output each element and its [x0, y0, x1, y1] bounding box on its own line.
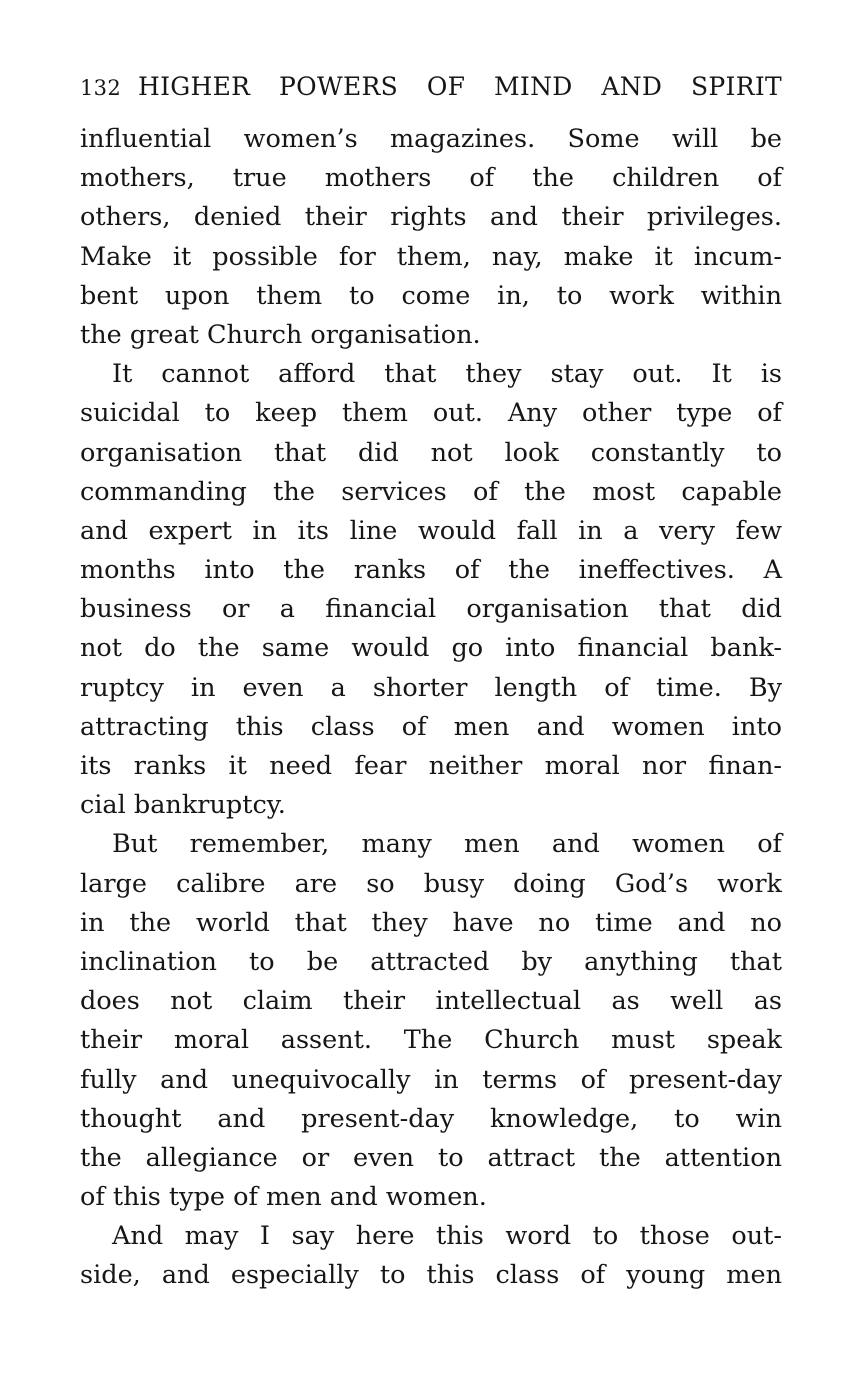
- text-line: ruptcy in even a shorter length of time. By: [80, 672, 782, 703]
- text-line: of this type of men and women.: [80, 1182, 487, 1213]
- page-number: 132: [80, 76, 121, 100]
- body-text: [80, 120, 782, 1296]
- text-line: organisation that did not look constantly to: [80, 437, 782, 468]
- text-line: commanding the services of the most capable: [80, 476, 782, 507]
- text-line: mothers, true mothers of the children of: [80, 163, 782, 194]
- text-line: months into the ranks of the ineffectives. A: [80, 555, 782, 586]
- paragraph: [80, 120, 782, 355]
- text-line: business or a financial organisation that did: [80, 594, 782, 625]
- text-line: influential women’s magazines. Some will be: [80, 124, 782, 154]
- text-line: But remember, many men and women of: [112, 829, 782, 860]
- text-line: side, and especially to this class of young men: [80, 1260, 782, 1291]
- book-page: [80, 72, 782, 1296]
- paragraph: [80, 825, 782, 1217]
- text-line: It cannot afford that they stay out. It is: [112, 359, 782, 390]
- text-line: the allegiance or even to attract the attention: [80, 1142, 782, 1173]
- text-line: attracting this class of men and women into: [80, 711, 782, 742]
- text-line: does not claim their intellectual as well as: [80, 986, 782, 1017]
- text-line: suicidal to keep them out. Any other type of: [80, 398, 782, 429]
- text-line: its ranks it need fear neither moral nor finan-: [80, 751, 782, 781]
- paragraph: [80, 355, 782, 825]
- text-line: And may I say here this word to those out-: [112, 1221, 782, 1252]
- running-head-title: HIGHER POWERS OF MIND AND SPIRIT: [137, 72, 782, 101]
- text-line: bent upon them to come in, to work within: [80, 280, 782, 311]
- text-line: not do the same would go into financial bank-: [80, 633, 782, 664]
- paragraph: [80, 1217, 782, 1295]
- running-head: [80, 72, 782, 112]
- text-line: in the world that they have no time and no: [80, 907, 782, 938]
- text-line: their moral assent. The Church must speak: [80, 1025, 782, 1056]
- text-line: the great Church organisation.: [80, 319, 481, 350]
- text-line: fully and unequivocally in terms of present-day: [80, 1064, 782, 1095]
- text-line: cial bankruptcy.: [80, 790, 286, 821]
- text-line: and expert in its line would fall in a very few: [80, 515, 782, 546]
- text-line: inclination to be attracted by anything that: [80, 946, 782, 977]
- text-line: others, denied their rights and their privileges.: [80, 202, 782, 233]
- text-line: Make it possible for them, nay, make it incum-: [80, 241, 782, 272]
- text-line: thought and present-day knowledge, to win: [80, 1103, 782, 1134]
- text-line: large calibre are so busy doing God’s work: [80, 868, 782, 899]
